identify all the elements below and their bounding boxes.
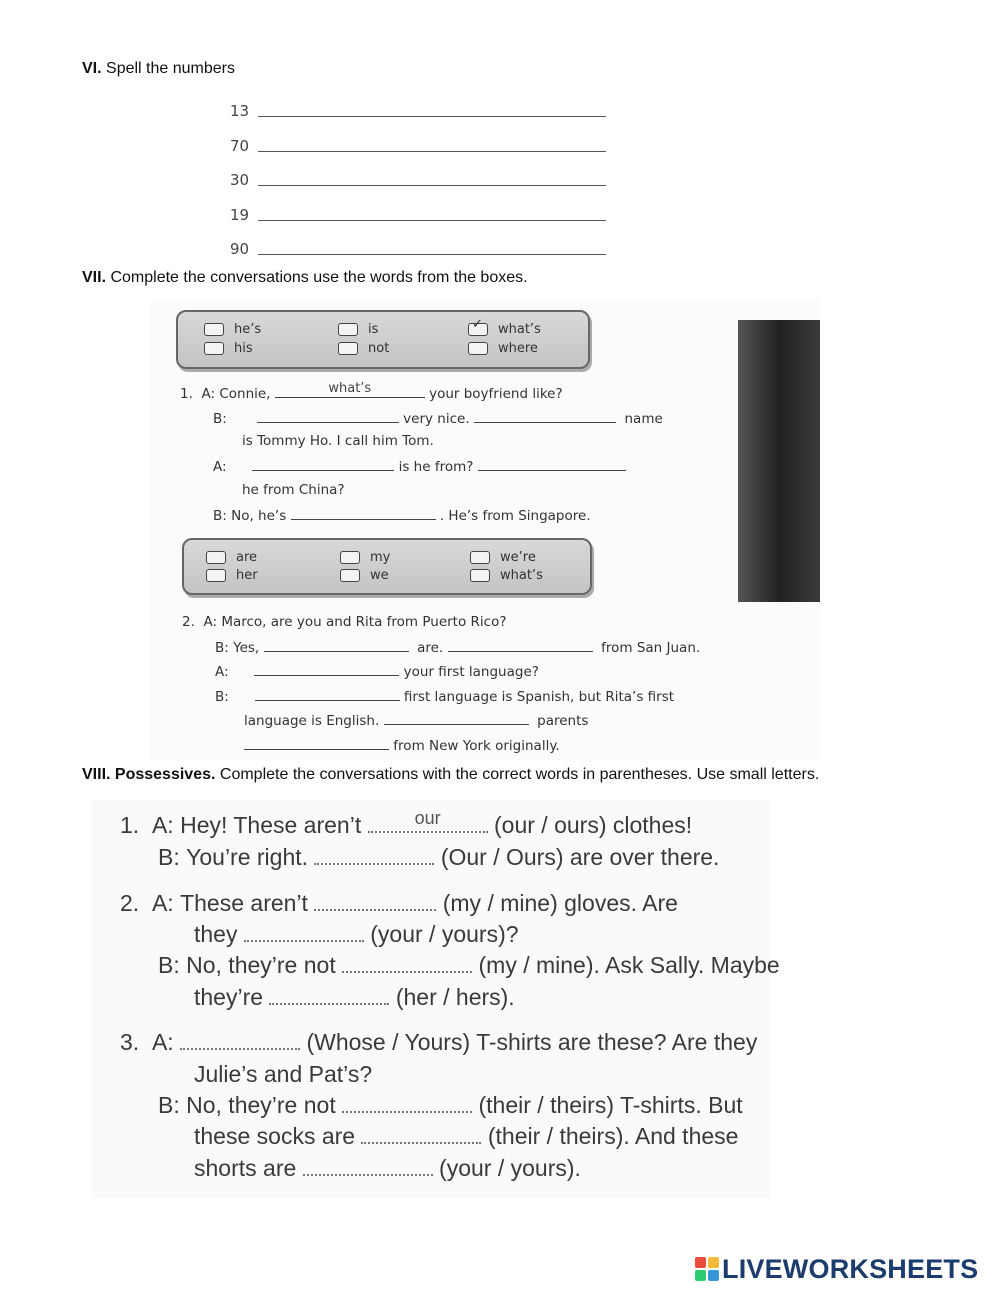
- exercise-line: Julie’s and Pat’s?: [194, 1061, 373, 1087]
- answer-blank[interactable]: [342, 1095, 472, 1113]
- answer-blank[interactable]: [314, 847, 434, 865]
- exercise-line: B: No, they’re not (their / theirs) T-shirts. But: [158, 1092, 743, 1118]
- answer-blank[interactable]: [478, 457, 626, 471]
- answer-blank[interactable]: [303, 1158, 433, 1176]
- answer-blank[interactable]: [180, 1032, 300, 1050]
- word-option: where: [468, 341, 538, 356]
- section-6-heading: [82, 60, 235, 78]
- word-option: not: [338, 341, 389, 356]
- liveworksheets-logo[interactable]: [695, 1254, 978, 1284]
- checkbox: [470, 569, 490, 582]
- logo-text: LIVEWORKSHEETS: [722, 1253, 979, 1284]
- checkbox: [206, 569, 226, 582]
- logo-block: [708, 1270, 719, 1281]
- answer-blank[interactable]: [384, 711, 529, 725]
- exercise-line: B: No, they’re not (my / mine). Ask Sally. Maybe: [158, 952, 780, 978]
- logo-block: [708, 1257, 719, 1268]
- word-option: we’re: [470, 550, 536, 565]
- exercise-line: they’re (her / hers).: [194, 984, 515, 1010]
- check-icon: ✓: [472, 317, 483, 332]
- conversation-line: B: very nice. name: [213, 411, 663, 427]
- checkbox: [204, 323, 224, 336]
- possessives-excerpt: [92, 800, 780, 1198]
- word-option: we: [340, 568, 389, 583]
- number-label: 30: [230, 171, 250, 189]
- section-7-heading: [82, 269, 528, 287]
- answer-line[interactable]: [258, 116, 606, 117]
- checkbox: [468, 342, 488, 355]
- section-7-number: VII.: [82, 269, 107, 286]
- number-row: [230, 171, 249, 189]
- conversation-line: 1. A: Connie, what’s your boyfriend like?: [180, 381, 563, 402]
- number-label: 13: [230, 102, 250, 120]
- answer-blank[interactable]: [252, 457, 394, 471]
- conversation-line: 2. A: Marco, are you and Rita from Puerto Rico?: [182, 614, 507, 630]
- exercise-line: 3. A: (Whose / Yours) T-shirts are these? Are they: [120, 1029, 758, 1055]
- answer-line[interactable]: [258, 254, 606, 255]
- number-label: 19: [230, 206, 250, 224]
- checkbox: [338, 342, 358, 355]
- conversation-line: from New York originally.: [244, 736, 560, 754]
- answer-line[interactable]: [258, 151, 606, 152]
- answer-line[interactable]: [258, 185, 606, 186]
- answer-blank[interactable]: [448, 638, 593, 652]
- section-6-title: Spell the numbers: [106, 60, 235, 77]
- checkbox: [340, 569, 360, 582]
- exercise-line: 1. A: Hey! These aren’t our (our / ours) clothes!: [120, 808, 693, 838]
- answer-blank[interactable]: [269, 987, 389, 1005]
- answer-blank[interactable]: [244, 924, 364, 942]
- section-8-title-bold: Possessives.: [114, 766, 216, 783]
- section-6-number: VI.: [82, 60, 102, 77]
- conversation-line: language is English. parents: [244, 713, 589, 729]
- logo-block: [695, 1270, 706, 1281]
- answer-blank[interactable]: [264, 638, 409, 652]
- answer-text: what’s: [328, 381, 372, 396]
- checkbox-checked: [468, 317, 488, 336]
- photo-edge: [738, 320, 820, 602]
- answer-blank[interactable]: [368, 808, 488, 833]
- number-row: [230, 137, 249, 155]
- checkbox: [340, 551, 360, 564]
- textbook-excerpt: [150, 300, 820, 760]
- conversation-line: he from China?: [242, 482, 345, 498]
- exercise-line: 2. A: These aren’t (my / mine) gloves. Are: [120, 890, 678, 916]
- answer-blank[interactable]: [474, 409, 616, 423]
- number-label: 70: [230, 137, 250, 155]
- answer-line[interactable]: [258, 220, 606, 221]
- answer-blank[interactable]: [244, 736, 389, 750]
- word-option: is: [338, 322, 378, 337]
- exercise-line: shorts are (your / yours).: [194, 1155, 581, 1181]
- answer-blank[interactable]: [342, 955, 472, 973]
- checkbox: [470, 551, 490, 564]
- exercise-line: these socks are (their / theirs). And these: [194, 1123, 739, 1149]
- number-row: [230, 240, 249, 258]
- conversation-line: is Tommy Ho. I call him Tom.: [242, 433, 434, 449]
- conversation-line: B: first language is Spanish, but Rita’s first: [215, 689, 675, 705]
- answer-blank[interactable]: [257, 409, 399, 423]
- answer-blank[interactable]: [291, 506, 436, 520]
- section-8-number: VIII.: [82, 766, 111, 783]
- checkbox: [206, 551, 226, 564]
- answer-text: our: [414, 808, 441, 828]
- logo-icon: [695, 1257, 719, 1281]
- word-option: her: [206, 568, 258, 583]
- word-option: he’s: [204, 322, 261, 337]
- conversation-line: B: Yes, are. from San Juan.: [215, 640, 701, 656]
- number-row: [230, 102, 249, 120]
- word-option: ✓ what’s: [468, 322, 541, 337]
- word-box-2: [182, 538, 592, 595]
- word-box-1: [176, 310, 590, 369]
- answer-blank[interactable]: [254, 662, 399, 676]
- word-option: his: [204, 341, 253, 356]
- logo-block: [695, 1257, 706, 1268]
- checkbox: [204, 342, 224, 355]
- conversation-line: B: No, he’s . He’s from Singapore.: [213, 508, 591, 524]
- answer-blank[interactable]: [255, 687, 400, 701]
- answer-blank[interactable]: [314, 893, 436, 911]
- conversation-line: A: your first language?: [215, 664, 539, 680]
- section-7-title: Complete the conversations use the words from the boxes.: [110, 269, 528, 286]
- word-option: my: [340, 550, 390, 565]
- number-row: [230, 206, 249, 224]
- word-option: what’s: [470, 568, 543, 583]
- exercise-line: B: You’re right. (Our / Ours) are over there.: [158, 844, 720, 870]
- checkbox: [338, 323, 358, 336]
- word-option: are: [206, 550, 257, 565]
- section-8-title: Complete the conversations with the correct words in parentheses. Use small letters.: [219, 766, 820, 783]
- exercise-line: they (your / yours)?: [194, 921, 519, 947]
- section-8-heading: [82, 766, 819, 784]
- number-label: 90: [230, 240, 250, 258]
- answer-blank[interactable]: [361, 1126, 481, 1144]
- answer-blank[interactable]: [275, 381, 425, 398]
- conversation-line: A: is he from?: [213, 457, 626, 475]
